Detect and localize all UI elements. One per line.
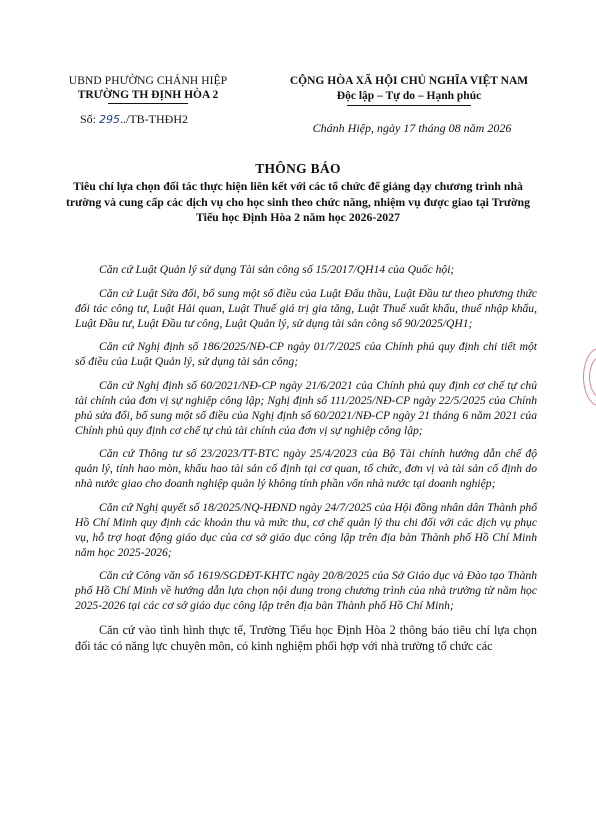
issuer-org: UBND PHƯỜNG CHÁNH HIỆP — [68, 75, 228, 87]
document-body — [75, 262, 537, 662]
legal-basis: Căn cứ Nghị quyết số 18/2025/NQ-HĐND ngày 24/7/2025 của Hội đồng nhân dân Thành phố Hồ Chí Minh quy định các khoản thu và mức thu, cơ chế quản lý thu chi đối với các dịch vụ phục vụ, hỗ trợ hoạt động giáo dục của cơ sở giáo dục công lập trên địa bàn Thành phố Hồ Chí Minh năm học 2025-2026; — [75, 500, 537, 559]
issuer-school: TRƯỜNG TH ĐỊNH HÒA 2 — [77, 89, 219, 101]
legal-basis: Căn cứ Luật Sửa đổi, bổ sung một số điều của Luật Đấu thầu, Luật Đầu tư theo phương thức đối tác công tư, Luật Hải quan, Luật Thuế giá trị gia tăng, Luật Thuế xuất khẩu, thuế nhập khẩu, Luật Đầu tư, Luật Đầu tư công, Luật Quản lý, sử dụng tài sản công số 90/2025/QH1; — [75, 286, 537, 330]
document-title: THÔNG BÁO — [255, 161, 341, 176]
doc-number-prefix: Số: — [80, 112, 97, 126]
issuer-block — [48, 74, 248, 104]
legal-basis: Căn cứ Công văn số 1619/SGDĐT-KHTC ngày 20/8/2025 của Sở Giáo dục và Đào tạo Thành phố Hồ Chí Minh về hướng dẫn lựa chọn nội dung trong chương trình của nhà trường từ năm học 2025-2026 tại các cơ sở giáo dục công lập trên địa bàn Thành phố Hồ Chí Minh; — [75, 569, 537, 612]
national-header — [258, 74, 560, 106]
document-subtitle: Tiêu chí lựa chọn đối tác thực hiện liên kết với các tổ chức để giảng dạy chương trình nhà trường và cung cấp các dịch vụ cho học sinh theo chức năng, nhiệm vụ được giao tại Trường Tiểu học Định Hòa 2 năm học 2026-2027 — [65, 179, 530, 224]
document-number — [80, 112, 188, 127]
issuer-underline — [108, 103, 188, 104]
issue-date: Chánh Hiệp, ngày 17 tháng 08 năm 2026 — [312, 121, 512, 135]
national-motto: Độc lập – Tự do – Hạnh phúc — [336, 90, 482, 102]
legal-basis: Căn cứ Nghị định số 186/2025/NĐ-CP ngày 01/7/2025 của Chính phủ quy định chi tiết một số điều của Luật Quản lý, sử dụng tài sản công; — [75, 340, 537, 368]
doc-number-handwritten: 295 — [99, 113, 121, 126]
closing-paragraph: Căn cứ vào tình hình thực tế, Trường Tiểu học Định Hòa 2 thông báo tiêu chí lựa chọn đối tác có năng lực chuyên môn, có kinh nghiệm phối hợp với nhà trường tổ chức các — [75, 622, 537, 653]
legal-basis: Căn cứ Luật Quản lý sử dụng Tài sản công số 15/2017/QH14 của Quốc hội; — [99, 263, 455, 276]
legal-basis: Căn cứ Thông tư số 23/2023/TT-BTC ngày 25/4/2023 của Bộ Tài chính hướng dẫn chế độ quản lý, tính hao mòn, khấu hao tài sản cố định tại cơ quan, tổ chức, đơn vị và tài sản cố định do nhà nước giao cho doanh nghiệp quản lý không tính phần vốn nhà nước tại doanh nghiệp; — [75, 447, 537, 490]
motto-underline — [347, 105, 471, 106]
doc-number-suffix: ../TB-THĐH2 — [120, 112, 189, 126]
legal-basis: Căn cứ Nghị định số 60/2021/NĐ-CP ngày 21/6/2021 của Chính phủ quy định cơ chế tự chủ tài chính của đơn vị sự nghiệp công lập; Nghị định số 111/2025/NĐ-CP ngày 22/5/2025 của Chính phủ sửa đổi, bổ sung một số điều của Nghị định số 60/2021/NĐ-CP ngày 21 tháng 6 năm 2021 của Chính phủ quy định cơ chế tự chủ tài chính của đơn vị sự nghiệp công lập; — [75, 378, 537, 437]
national-title: CỘNG HÒA XÃ HỘI CHỦ NGHĨA VIỆT NAM — [289, 75, 529, 87]
red-seal-stamp — [583, 348, 596, 406]
